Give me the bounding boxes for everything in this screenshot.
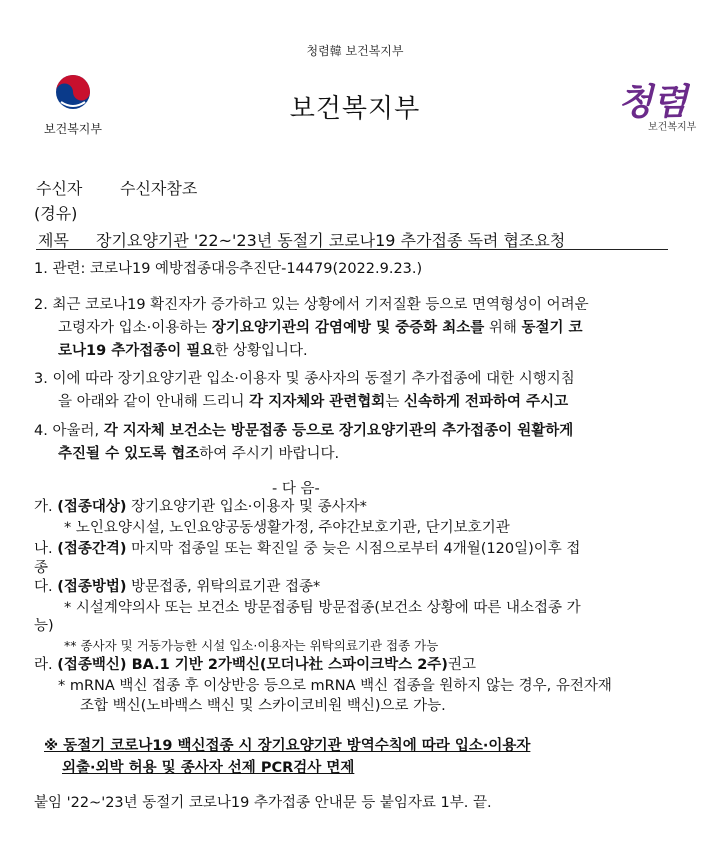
integrity-logo — [612, 72, 702, 142]
recipient-label: 수신자 — [36, 179, 83, 198]
motto: 청렴韓 보건복지부 — [306, 44, 404, 58]
notice-line-1: ※ 동절기 코로나19 백신접종 시 장기요양기관 방역수칙에 따라 입소·이용자 — [44, 738, 531, 754]
paragraph-3-line-1: 3. 이에 따라 장기요양기관 입소·이용자 및 종사자의 동절기 추가접종에 대한 시행지침 — [34, 371, 575, 387]
item-ra-note-1: * mRNA 백신 접종 후 이상반응 등으로 mRNA 백신 접종을 원하지 않는 경우, 유전자재 — [58, 678, 612, 694]
paragraph-4-line-2: 추진될 수 있도록 협조하여 주시기 바랍니다. — [58, 446, 340, 462]
page-title: 보건복지부 — [289, 94, 421, 124]
recipient-value: 수신자참조 — [120, 179, 198, 198]
via-label: (경유) — [34, 204, 78, 223]
paragraph-2-line-1: 2. 최근 코로나19 확진자가 증가하고 있는 상황에서 기저질환 등으로 면역형성이 어려운 — [34, 297, 589, 313]
item-ga-note: * 노인요양시설, 노인요양공동생활가정, 주야간보호기관, 단기보호기관 — [64, 520, 510, 536]
paragraph-2-line-3: 로나19 추가접종이 필요한 상황입니다. — [58, 343, 308, 359]
paragraph-1: 1. 관련: 코로나19 예방접종대응추진단-14479(2022.9.23.) — [34, 261, 423, 277]
paragraph-2-line-2: 고령자가 입소·이용하는 장기요양기관의 감염예방 및 중증화 최소를 위해 동절기 코 — [58, 320, 583, 336]
item-na-line-2: 종 — [34, 560, 49, 576]
below-heading: - 다 음- — [272, 481, 320, 497]
item-ra: 라. (접종백신) BA.1 기반 2가백신(모더나社 스파이크박스 2주)권고 — [34, 657, 476, 673]
item-na: 나. (접종간격) 마지막 접종일 또는 확진일 중 늦은 시점으로부터 4개월(120일)이후 접 — [34, 541, 581, 557]
item-ga: 가. (접종대상) 장기요양기관 입소·이용자 및 종사자* — [34, 499, 367, 515]
divider — [36, 249, 668, 250]
notice-line-2: 외출·외박 허용 및 종사자 선제 PCR검사 면제 — [62, 760, 355, 776]
integrity-logo-sub: 보건복지부 — [648, 122, 697, 133]
item-da-note-3: ** 종사자 및 거동가능한 시설 입소·이용자는 위탁의료기관 접종 가능 — [64, 638, 439, 653]
integrity-logo-text: 청렴 — [618, 81, 688, 123]
item-da: 다. (접종방법) 방문접종, 위탁의료기관 접종* — [34, 579, 321, 595]
item-ra-note-2: 조합 백신(노바백스 백신 및 스카이코비원 백신)으로 가능. — [80, 698, 446, 714]
subject-label: 제목 — [38, 231, 69, 250]
attachment-line: 붙임 '22~'23년 동절기 코로나19 추가접종 안내문 등 붙임자료 1부. 끝. — [34, 795, 492, 811]
item-da-note-1: * 시설계약의사 또는 보건소 방문접종팀 방문접종(보건소 상황에 따른 내소접종 가 — [64, 600, 581, 616]
logo-caption: 보건복지부 — [44, 122, 102, 136]
item-da-note-2: 능) — [34, 618, 54, 634]
paragraph-4-line-1: 4. 아울러, 각 지자체 보건소는 방문접종 등으로 장기요양기관의 추가접종이 원활하게 — [34, 423, 574, 439]
paragraph-3-line-2: 을 아래와 같이 안내해 드리니 각 지자체와 관련협회는 신속하게 전파하여 주시고 — [58, 394, 569, 410]
subject-value: 장기요양기관 '22~'23년 동절기 코로나19 추가접종 독려 협조요청 — [96, 231, 566, 250]
